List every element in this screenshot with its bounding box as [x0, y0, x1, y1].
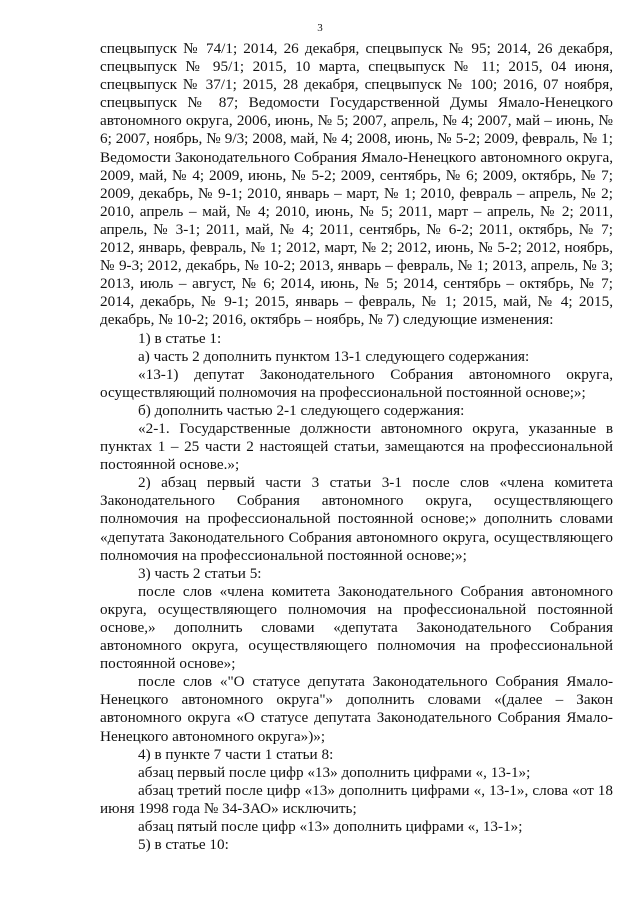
- paragraph: после слов «"О статусе депутата Законодательного Собрания Ямало-Ненецкого автономного округа"» дополнить словами «(далее – Закон автономного округа «О статусе депутата Законодательного Собрания Ямало-Ненецкого автономного округа»)»;: [100, 673, 613, 745]
- paragraph: после слов «члена комитета Законодательного Собрания автономного округа, осуществляющего полномочия на профессиональной постоянной основе,» дополнить словами «депутата Законодательного Собрания автономного округа, осуществляющего полномочия на профессиональной постоянной основе»;: [100, 582, 613, 673]
- paragraph: «2-1. Государственные должности автономного округа, указанные в пунктах 1 – 25 части 2 настоящей статьи, замещаются на профессиональной постоянной основе.»;: [100, 419, 613, 474]
- paragraph: абзац первый после цифр «13» дополнить цифрами «, 13-1»;: [138, 763, 531, 781]
- document-body: [100, 40, 613, 854]
- paragraph: 2) абзац первый части 3 статьи 3-1 после слов «члена комитета Законодательного Собрания автономного округа, осуществляющего полномочия на профессиональной постоянной основе;» дополнить словами «депутата Законодательного Собрания автономного округа, осуществляющего полномочия на профессиональной постоянной основе;»;: [100, 474, 613, 564]
- paragraph: абзац пятый после цифр «13» дополнить цифрами «, 13-1»;: [138, 818, 523, 836]
- paragraph: а) часть 2 дополнить пунктом 13-1 следующего содержания:: [138, 347, 530, 365]
- paragraph: б) дополнить частью 2-1 следующего содержания:: [138, 401, 465, 419]
- paragraph: 3) часть 2 статьи 5:: [138, 564, 262, 582]
- paragraph: 4) в пункте 7 части 1 статьи 8:: [138, 745, 334, 763]
- page-number: 3: [317, 22, 323, 34]
- paragraph: «13-1) депутат Законодательного Собрания автономного округа, осуществляющий полномочия на профессиональной постоянной основе;»;: [100, 365, 613, 401]
- paragraph: спецвыпуск № 74/1; 2014, 26 декабря, спецвыпуск № 95; 2014, 26 декабря, спецвыпуск № 95/1; 2015, 10 марта, спецвыпуск № 11; 2015, 04 июня, спецвыпуск № 37/1; 2015, 28 декабря, спецвыпуск № 100; 2016, 07 ноября, спецвыпуск № 87; Ведомости Государственной Думы Ямало-Ненецкого автономного округа, 2006, июнь, № 5; 2007, апрель, № 4; 2007, май – июнь, № 6; 2007, ноябрь, № 9/3; 2008, май, № 4; 2008, июнь, № 5-2; 2009, февраль, № 1; Ведомости Законодательного Собрания Ямало-Ненецкого автономного округа, 2009, май, № 4; 2009, июнь, № 5-2; 2009, сентябрь, № 6; 2009, октябрь, № 7; 2009, декабрь, № 9-1; 2010, январь – март, № 1; 2010, февраль – апрель, № 2; 2010, апрель – май, № 4; 2010, июнь, № 5; 2011, март – апрель, № 2; 2011, апрель, № 3-1; 2011, май, № 4; 2011, сентябрь, № 6-2; 2011, октябрь, № 7; 2012, январь, февраль, № 1; 2012, март, № 2; 2012, июнь, № 5-2; 2012, ноябрь, № 9-3; 2012, декабрь, № 10-2; 2013, январь – февраль, № 1; 2013, апрель, № 3; 2013, июль – август, № 6; 2014, июнь, № 5; 2014, сентябрь – октябрь, № 7; 2014, декабрь, № 9-1; 2015, январь – февраль, № 1; 2015, май, № 4; 2015, декабрь, № 10-2; 2016, октябрь – ноябрь, № 7) следующие изменения:: [100, 40, 613, 329]
- paragraph: 5) в статье 10:: [138, 836, 229, 854]
- paragraph: абзац третий после цифр «13» дополнить цифрами «, 13-1», слова «от 18 июня 1998 года № 34-ЗАО» исключить;: [100, 781, 613, 817]
- paragraph: 1) в статье 1:: [138, 329, 222, 347]
